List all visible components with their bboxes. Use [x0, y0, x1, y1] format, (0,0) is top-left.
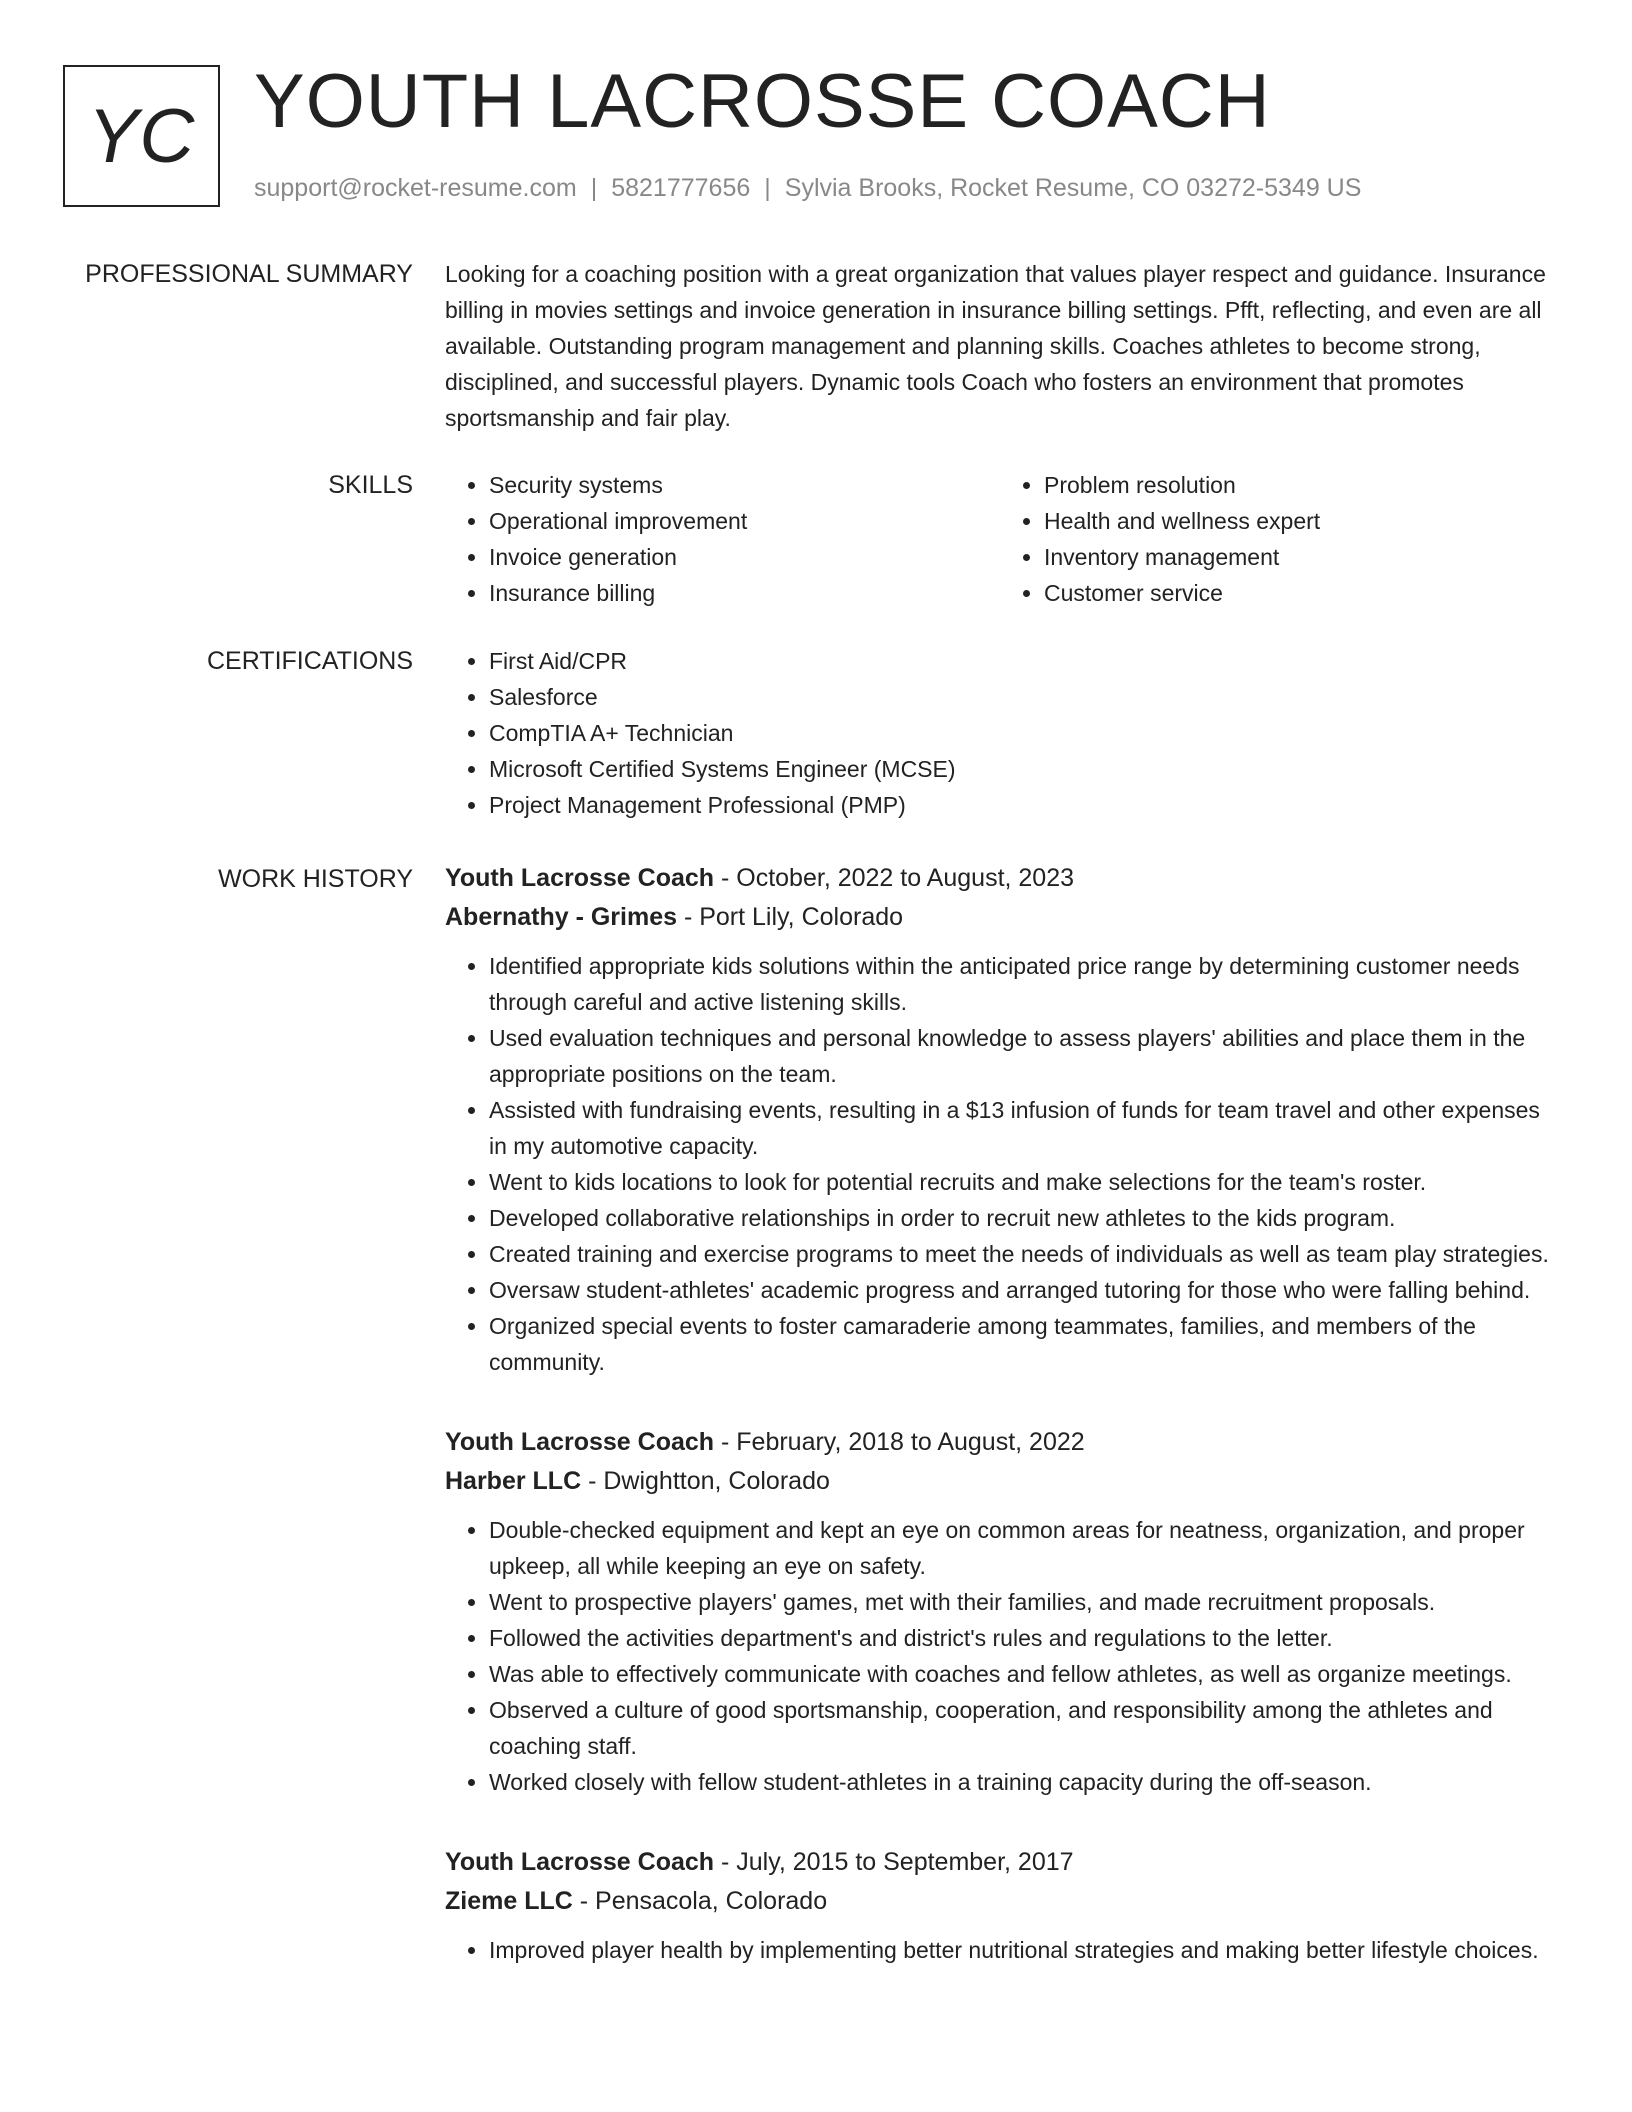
job-dates: - October, 2022 to August, 2023: [714, 864, 1075, 892]
section-label-work-history: WORK HISTORY: [218, 865, 413, 893]
job-title-line: [445, 1842, 1555, 1882]
skill-item: • Inventory management: [1044, 539, 1555, 575]
job-dates: - July, 2015 to September, 2017: [714, 1848, 1074, 1876]
job-company: Harber LLC: [445, 1467, 582, 1495]
skills-list-left: [445, 467, 1000, 611]
job-dates: - February, 2018 to August, 2022: [714, 1428, 1085, 1456]
job-title: Youth Lacrosse Coach: [445, 1428, 715, 1456]
job-entry: [445, 1842, 1555, 1968]
job-bullet: • Was able to effectively communicate with coaches and fellow athletes, as well as organize meetings.: [489, 1656, 1555, 1692]
job-entry: [445, 858, 1555, 1380]
job-title: Youth Lacrosse Coach: [445, 1848, 715, 1876]
monogram-initials: YC: [87, 93, 196, 179]
job-company: Zieme LLC: [445, 1887, 573, 1915]
job-bullet: • Worked closely with fellow student-athletes in a training capacity during the off-season.: [489, 1764, 1555, 1800]
summary-text: Looking for a coaching position with a great organization that values player respect and guidance. Insurance billing in movies settings and invoice generation in insurance billing settings. Pfft, reflecting, and even are all available. Outstanding program management and planning skills. Coaches athletes to become strong, disciplined, and successful players. Dynamic tools Coach who fosters an environment that promotes sportsmanship and fair play.: [445, 261, 1546, 431]
job-bullet: • Used evaluation techniques and personal knowledge to assess players' abilities and place them in the appropriate positions on the team.: [489, 1020, 1555, 1092]
job-title-line: [445, 858, 1555, 898]
contact-address: Sylvia Brooks, Rocket Resume, CO 03272-5349 US: [784, 174, 1362, 202]
job-company-line: [445, 1462, 1555, 1500]
job-location: - Dwightton, Colorado: [581, 1467, 830, 1495]
contact-phone[interactable]: 5821777656: [611, 174, 751, 202]
job-bullet: • Organized special events to foster camaraderie among teammates, families, and members of the community.: [489, 1308, 1555, 1380]
certifications-list: [445, 643, 1555, 823]
certification-item: • Project Management Professional (PMP): [489, 787, 1555, 823]
job-location: - Port Lily, Colorado: [677, 903, 904, 931]
job-bullet: • Went to prospective players' games, met with their families, and made recruitment proposals.: [489, 1584, 1555, 1620]
contact-line: [254, 174, 1361, 203]
job-company-line: [445, 898, 1555, 936]
skill-item: • Insurance billing: [489, 575, 1000, 611]
job-bullet: • Observed a culture of good sportsmanship, cooperation, and responsibility among the athletes and coaching staff.: [489, 1692, 1555, 1764]
job-company-line: [445, 1882, 1555, 1920]
section-label-skills: SKILLS: [328, 471, 413, 499]
skill-item: • Invoice generation: [489, 539, 1000, 575]
certification-item: • Microsoft Certified Systems Engineer (MCSE): [489, 751, 1555, 787]
job-bullet: • Developed collaborative relationships in order to recruit new athletes to the kids program.: [489, 1200, 1555, 1236]
job-bullet: • Followed the activities department's and district's rules and regulations to the letter.: [489, 1620, 1555, 1656]
job-bullets: [445, 1512, 1555, 1800]
skills-list-right: [1000, 467, 1555, 611]
job-bullet: • Double-checked equipment and kept an eye on common areas for neatness, organization, and proper upkeep, all while keeping an eye on safety.: [489, 1512, 1555, 1584]
job-entry: [445, 1422, 1555, 1800]
job-bullet: • Identified appropriate kids solutions within the anticipated price range by determining customer needs through careful and active listening skills.: [489, 948, 1555, 1020]
certification-item: • First Aid/CPR: [489, 643, 1555, 679]
section-label-summary: PROFESSIONAL SUMMARY: [85, 260, 413, 288]
contact-separator: |: [590, 174, 598, 202]
job-location: - Pensacola, Colorado: [572, 1887, 828, 1915]
contact-separator: |: [764, 174, 771, 202]
job-bullet: • Improved player health by implementing better nutritional strategies and making better lifestyle choices.: [489, 1932, 1555, 1968]
job-bullets: [445, 948, 1555, 1380]
job-bullets: [445, 1932, 1555, 1968]
skill-item: • Security systems: [489, 467, 1000, 503]
certification-item: • Salesforce: [489, 679, 1555, 715]
skill-item: • Problem resolution: [1044, 467, 1555, 503]
resume-title: YOUTH LACROSSE COACH: [254, 59, 1271, 144]
job-title: Youth Lacrosse Coach: [445, 864, 715, 892]
monogram-box: [63, 65, 220, 207]
job-company: Abernathy - Grimes: [445, 903, 678, 931]
contact-email[interactable]: support@rocket-resume.com: [254, 174, 577, 202]
certification-item: • CompTIA A+ Technician: [489, 715, 1555, 751]
job-bullet: • Went to kids locations to look for potential recruits and make selections for the team's roster.: [489, 1164, 1555, 1200]
skill-item: • Customer service: [1044, 575, 1555, 611]
skill-item: • Health and wellness expert: [1044, 503, 1555, 539]
job-bullet: • Assisted with fundraising events, resulting in a $13 infusion of funds for team travel and other expenses in my automotive capacity.: [489, 1092, 1555, 1164]
skill-item: • Operational improvement: [489, 503, 1000, 539]
section-label-certifications: CERTIFICATIONS: [206, 647, 413, 675]
job-bullet: • Oversaw student-athletes' academic progress and arranged tutoring for those who were falling behind.: [489, 1272, 1555, 1308]
job-bullet: • Created training and exercise programs to meet the needs of individuals as well as team play strategies.: [489, 1236, 1555, 1272]
job-title-line: [445, 1422, 1555, 1462]
